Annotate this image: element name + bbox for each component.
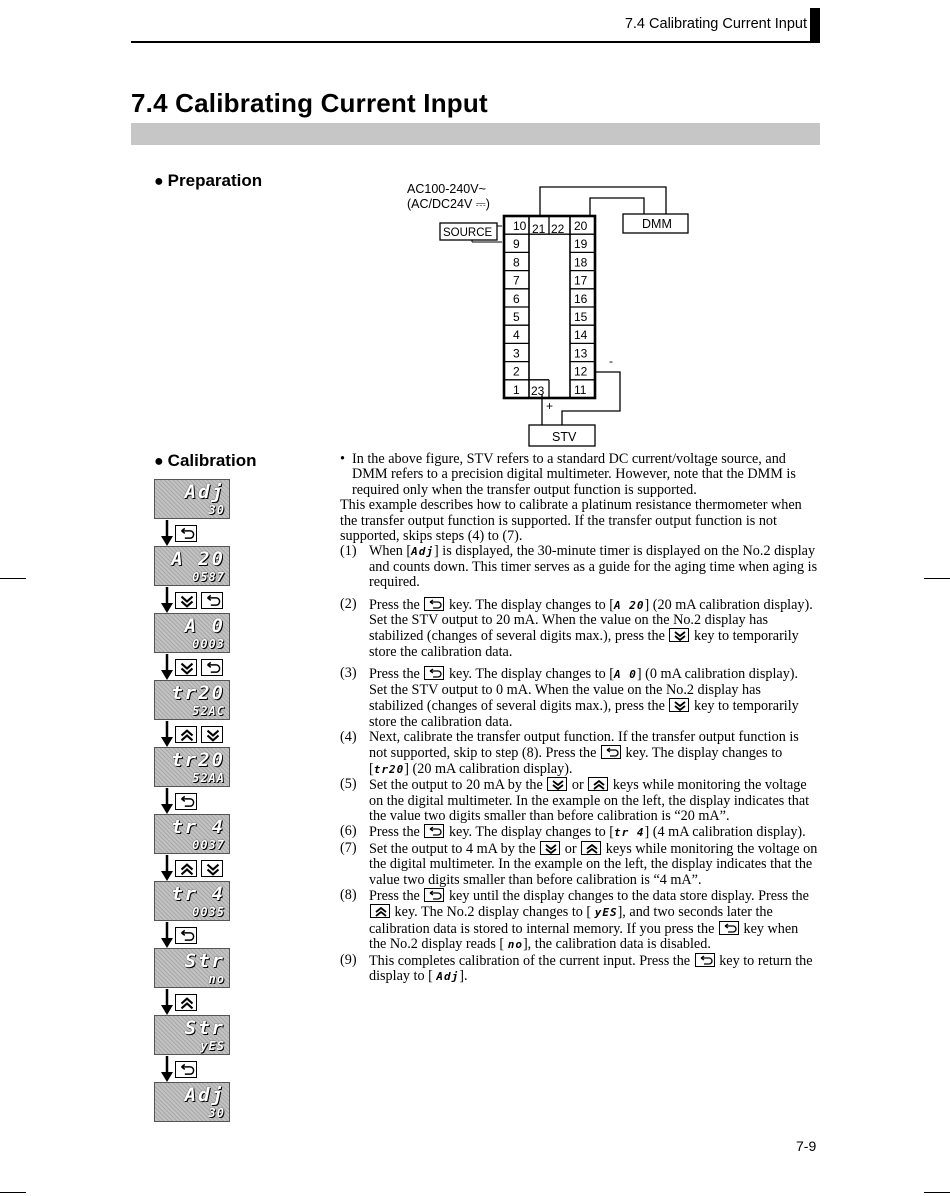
- key-sequence: [174, 659, 224, 676]
- down-key-icon: [175, 659, 197, 676]
- down-key-icon: [175, 592, 197, 609]
- terminal-label: 5: [513, 310, 520, 324]
- segment-display-code: Adj: [411, 545, 435, 559]
- calibration-step: [340, 730, 818, 777]
- lcd-no2-display: 0587: [192, 570, 225, 584]
- mode-key-icon: [201, 659, 223, 676]
- step-text: Press the key until the display changes to the data store display. Press the key. The No.2 display changes to [ yES], and two seconds later the calibration data is stored to internal memory. If you press the key when the No.2 display reads [ no], the calibration data is disabled.: [369, 887, 809, 953]
- lcd-sequence: [152, 479, 242, 1129]
- lcd-no1-display: tr 4: [171, 816, 225, 838]
- terminal-block: [504, 216, 595, 398]
- bullet-icon: •: [340, 451, 345, 467]
- down-arrow-icon: [161, 721, 173, 747]
- dmm-wire-a: [540, 187, 666, 216]
- lcd-display: [154, 613, 230, 653]
- step-number: (3): [340, 665, 357, 682]
- segment-display-code: no: [507, 938, 523, 952]
- terminal-label: 20: [574, 219, 588, 233]
- steps-list: [340, 544, 818, 984]
- mode-key-icon: [175, 927, 197, 944]
- terminal-label: 11: [574, 382, 587, 397]
- calibration-step: [340, 824, 818, 840]
- down-arrow-icon: [161, 922, 173, 948]
- calibration-step: [340, 888, 818, 953]
- step-number: (5): [340, 776, 357, 793]
- mode-key-icon: [201, 592, 223, 609]
- terminal-label: 19: [574, 237, 588, 252]
- source-label: SOURCE: [443, 227, 493, 239]
- step-number: (7): [340, 839, 357, 856]
- lcd-no1-display: tr20: [171, 682, 225, 704]
- header-rule: [131, 41, 820, 43]
- terminal-label: 13: [574, 346, 588, 361]
- segment-display-code: tr20: [373, 762, 405, 776]
- running-header: 7.4 Calibrating Current Input: [624, 16, 807, 32]
- segment-display-code: Adj: [436, 970, 460, 983]
- segment-display-code: tr 4: [614, 826, 645, 840]
- step-text: Press the key. The display changes to [A 20] (20 mA calibration display). Set the STV output to 20 mA. When the value on the No.2 display has stabilized (changes of several digits max.), press the key to temporarily store the calibration data.: [369, 596, 813, 660]
- header-tab-marker: [810, 8, 820, 43]
- mode-key-icon: [424, 597, 444, 611]
- step-text: Set the output to 4 mA by the or keys while monitoring the voltage on the digital multimeter. In the example on the left, the display indicates that the value two digits smaller than before calibration is “4 mA”.: [369, 840, 818, 888]
- key-sequence: [174, 994, 198, 1011]
- mode-key-icon: [695, 953, 715, 967]
- mode-key-icon: [175, 1061, 197, 1078]
- step-text: Next, calibrate the transfer output function. If the transfer output function is not supported, skip to step (8). Press the key. The display changes to [tr20] (20 mA calibration display).: [369, 728, 799, 777]
- calibration-step: [340, 841, 818, 888]
- down-arrow-icon: [161, 654, 173, 680]
- crop-mark: [0, 578, 26, 579]
- down-key-icon: [669, 698, 689, 712]
- terminal-label: 8: [513, 255, 520, 270]
- lcd-display: [154, 814, 230, 854]
- minus-label: -: [609, 354, 613, 368]
- stv-label: STV: [552, 430, 577, 444]
- mode-key-icon: [424, 666, 444, 680]
- mode-key-icon: [719, 921, 739, 935]
- terminal-label: 4: [513, 328, 520, 343]
- crop-mark: [0, 1192, 26, 1193]
- terminal-label: 16: [574, 291, 588, 306]
- calibration-heading-text: Calibration: [167, 451, 257, 470]
- bullet-dot-icon: ●: [154, 173, 164, 190]
- key-sequence: [174, 927, 198, 944]
- lcd-no2-display: 30: [208, 503, 225, 517]
- terminal-label: 6: [513, 291, 520, 306]
- lcd-no2-display: 30: [208, 1106, 225, 1120]
- calibration-step: [340, 666, 818, 730]
- terminal-label: 21: [532, 222, 546, 236]
- step-number: (6): [340, 823, 357, 840]
- bullet-dot-icon: ●: [154, 453, 164, 470]
- terminal-label: 1: [513, 382, 520, 397]
- calibration-heading: [154, 451, 256, 471]
- up-key-icon: [175, 726, 197, 743]
- terminal-label: 15: [574, 310, 588, 324]
- mode-key-icon: [424, 824, 444, 838]
- intro-bullet: [340, 452, 818, 498]
- key-sequence: [174, 1061, 198, 1078]
- step-text: This completes calibration of the current input. Press the key to return the display to [ Adj].: [369, 952, 813, 984]
- step-number: (9): [340, 951, 357, 968]
- segment-display-code: A 20: [614, 598, 645, 612]
- down-arrow-icon: [161, 587, 173, 613]
- dmm-wire-b: [590, 198, 644, 216]
- terminal-label: 18: [574, 255, 588, 270]
- key-sequence: [174, 525, 198, 542]
- step-number: (8): [340, 886, 357, 903]
- terminal-label: 14: [574, 328, 588, 343]
- lcd-display: [154, 1082, 230, 1122]
- step-number: (1): [340, 543, 357, 560]
- lcd-no1-display: Str: [184, 950, 225, 972]
- lcd-no1-display: A 0: [184, 615, 225, 637]
- calibration-step: [340, 953, 818, 985]
- step-text: Set the output to 20 mA by the or keys while monitoring the voltage on the digital multimeter. In the example on the left, the display indicates that the value two digits smaller than before calibration is “20 mA”.: [369, 777, 810, 824]
- lcd-display: [154, 680, 230, 720]
- dmm-label: DMM: [642, 217, 672, 231]
- plus-label: +: [546, 399, 554, 413]
- down-key-icon: [547, 777, 567, 791]
- title-band: [131, 123, 820, 145]
- terminal-label: 7: [513, 273, 520, 288]
- lcd-no2-display: no: [208, 972, 225, 986]
- terminal-label: 10: [513, 219, 527, 233]
- mode-key-icon: [175, 525, 197, 542]
- lcd-no2-display: 0035: [192, 905, 225, 919]
- lcd-no1-display: Adj: [184, 481, 225, 503]
- calibration-step: [340, 597, 818, 661]
- preparation-heading: [154, 171, 262, 191]
- down-arrow-icon: [161, 520, 173, 546]
- calibration-text: [340, 452, 818, 984]
- step-text: Press the key. The display changes to [A 0] (0 mA calibration display). Set the STV output to 0 mA. When the value on the No.2 display has stabilized (changes of several digits max.), press the key to temporarily store the calibration data.: [369, 666, 799, 730]
- step-text: When [Adj] is displayed, the 30-minute timer is displayed on the No.2 display and counts down. This timer serves as a guide for the aging time when aging is required.: [369, 543, 818, 591]
- terminal-label: 17: [574, 273, 588, 288]
- mode-key-icon: [424, 888, 444, 902]
- segment-display-code: A 0: [614, 668, 637, 682]
- lcd-display: [154, 1015, 230, 1055]
- lcd-no1-display: tr 4: [171, 883, 225, 905]
- down-key-icon: [201, 726, 223, 743]
- lcd-display: [154, 479, 230, 519]
- terminal-label: 23: [531, 383, 545, 398]
- terminal-label: 22: [551, 222, 565, 236]
- intro-paragraph: This example describes how to calibrate a platinum resistance thermometer when the transfer output function is supported. If the transfer output function is not supported, skips steps (4) to (7).: [340, 497, 802, 545]
- power-label-dc: (AC/DC24V ⎓): [407, 197, 490, 211]
- key-sequence: [174, 592, 224, 609]
- lcd-display: [154, 881, 230, 921]
- up-key-icon: [581, 841, 601, 855]
- lcd-no1-display: Str: [184, 1017, 225, 1039]
- lcd-no2-display: 0037: [192, 838, 225, 852]
- lcd-no2-display: 52AA: [192, 771, 225, 785]
- lcd-display: [154, 546, 230, 586]
- lcd-no2-display: 0003: [192, 637, 225, 651]
- preparation-heading-text: Preparation: [167, 171, 263, 190]
- power-label: AC100-240V~: [407, 182, 486, 196]
- up-key-icon: [588, 777, 608, 791]
- up-key-icon: [175, 994, 197, 1011]
- key-sequence: [174, 860, 224, 877]
- segment-display-code: yES: [594, 906, 618, 920]
- mode-key-icon: [601, 745, 621, 759]
- lcd-no2-display: 52AC: [192, 704, 225, 718]
- page-title: 7.4 Calibrating Current Input: [131, 88, 488, 118]
- lcd-display: [154, 948, 230, 988]
- wiring-diagram: [400, 178, 700, 450]
- calibration-step: [340, 777, 818, 824]
- step-number: (4): [340, 728, 357, 745]
- step-text: Press the key. The display changes to [tr 4] (4 mA calibration display).: [369, 824, 806, 841]
- down-arrow-icon: [161, 989, 173, 1015]
- down-arrow-icon: [161, 788, 173, 814]
- lcd-display: [154, 747, 230, 787]
- lcd-no1-display: tr20: [171, 749, 225, 771]
- up-key-icon: [370, 904, 390, 918]
- down-key-icon: [201, 860, 223, 877]
- step-number: (2): [340, 595, 357, 612]
- crop-mark: [924, 1192, 950, 1193]
- calibration-step: [340, 544, 818, 590]
- key-sequence: [174, 793, 198, 810]
- terminal-label: 12: [574, 364, 588, 379]
- crop-mark: [924, 578, 950, 579]
- terminal-label: 2: [513, 364, 520, 379]
- lcd-no1-display: Adj: [184, 1084, 225, 1106]
- down-arrow-icon: [161, 1056, 173, 1082]
- terminal-label: 9: [513, 237, 520, 252]
- terminal-label: 3: [513, 346, 520, 361]
- page-number: 7-9: [796, 1138, 817, 1154]
- down-arrow-icon: [161, 855, 173, 881]
- down-key-icon: [540, 841, 560, 855]
- lcd-no1-display: A 20: [171, 548, 225, 570]
- mode-key-icon: [175, 793, 197, 810]
- key-sequence: [174, 726, 224, 743]
- lcd-no2-display: yES: [200, 1039, 225, 1053]
- down-key-icon: [669, 628, 689, 642]
- up-key-icon: [175, 860, 197, 877]
- intro-bullet-text: In the above figure, STV refers to a standard DC current/voltage source, and DMM refers to a precision digital multimeter. However, note that the DMM is required only when the transfer output function is supported.: [352, 451, 796, 498]
